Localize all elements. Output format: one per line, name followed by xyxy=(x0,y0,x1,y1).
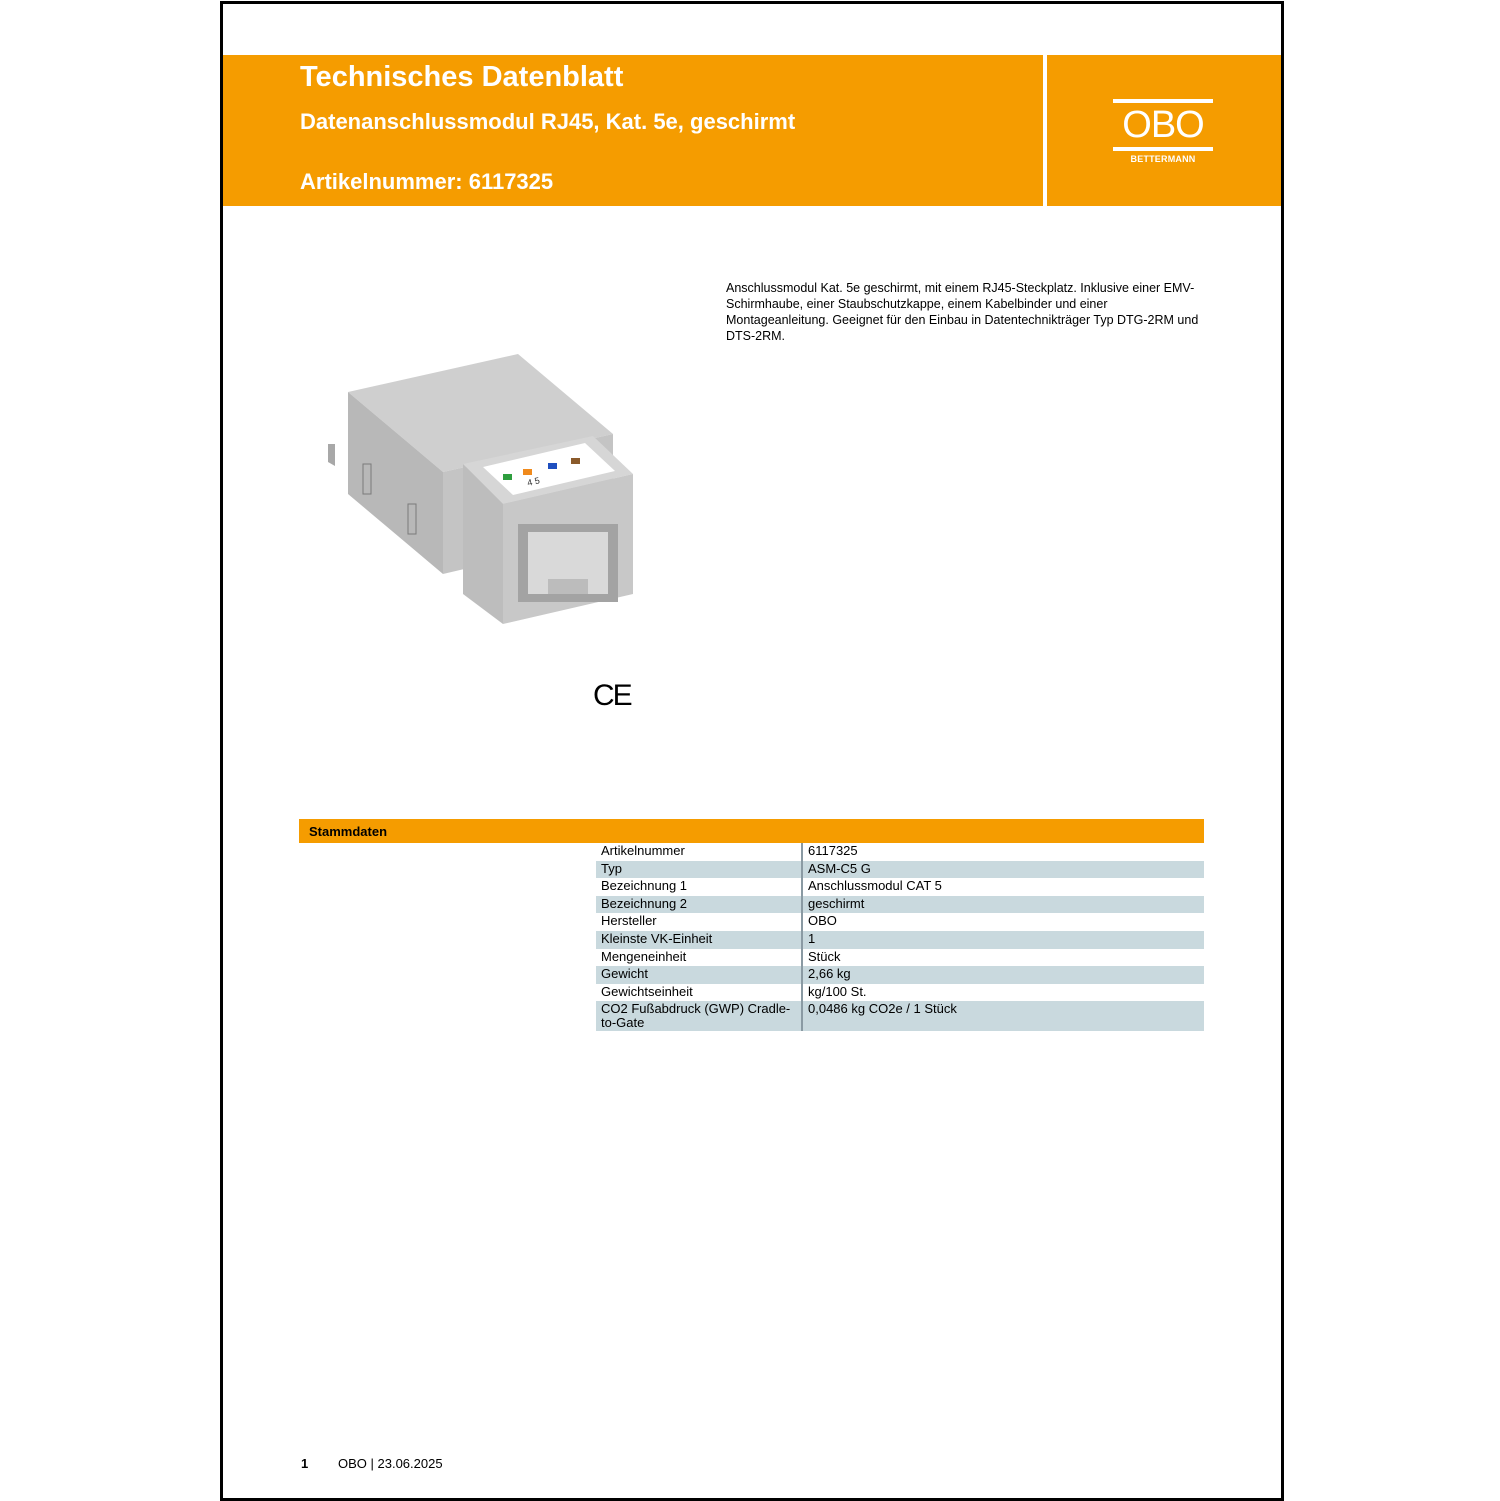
table-row xyxy=(596,878,1204,896)
row-value: 1 xyxy=(802,931,1204,949)
label-blue-mark xyxy=(548,463,557,469)
footer-text: OBO | 23.06.2025 xyxy=(338,1456,443,1471)
row-key: Artikelnummer xyxy=(596,843,802,861)
row-key: Typ xyxy=(596,861,802,879)
table-row xyxy=(596,931,1204,949)
table-row xyxy=(596,843,1204,861)
article-number-heading: Artikelnummer: 6117325 xyxy=(300,169,554,194)
table-row xyxy=(596,896,1204,914)
product-subtitle: Datenanschlussmodul RJ45, Kat. 5e, geschirmt xyxy=(300,109,796,134)
obo-logo xyxy=(1113,99,1213,169)
row-value: Anschlussmodul CAT 5 xyxy=(802,878,1204,896)
product-description: Anschlussmodul Kat. 5e geschirmt, mit einem RJ45-Steckplatz. Inklusive einer EMV-Schirmhaube, einer Staubschutzkappe, einem Kabelbinder und einer Montageanleitung. Geeignet für den Einbau in Datentechnikträger Typ DTG-2RM und DTS-2RM. xyxy=(726,281,1199,343)
row-value: kg/100 St. xyxy=(802,984,1204,1002)
stammdaten-table xyxy=(596,843,1204,1031)
rj45-port-notch xyxy=(548,579,588,594)
logo-subtext: BETTERMANN xyxy=(1130,154,1196,164)
label-orange-mark xyxy=(523,469,532,475)
table-row xyxy=(596,984,1204,1002)
row-value: Stück xyxy=(802,949,1204,967)
row-key: CO2 Fußabdruck (GWP) Cradle-to-Gate xyxy=(596,1001,802,1031)
header-divider xyxy=(1043,55,1047,206)
section-header-stammdaten xyxy=(299,819,1204,843)
row-value: ASM-C5 G xyxy=(802,861,1204,879)
row-key: Bezeichnung 1 xyxy=(596,878,802,896)
row-value: 2,66 kg xyxy=(802,966,1204,984)
row-key: Gewicht xyxy=(596,966,802,984)
row-value: 6117325 xyxy=(802,843,1204,861)
row-key: Bezeichnung 2 xyxy=(596,896,802,914)
label-brown-mark xyxy=(571,458,580,464)
section-title: Stammdaten xyxy=(309,824,388,839)
table-row xyxy=(596,949,1204,967)
table-row xyxy=(596,861,1204,879)
table-row xyxy=(596,1001,1204,1031)
rj45-module-image xyxy=(323,344,643,634)
header-banner xyxy=(223,55,1281,206)
row-value: 0,0486 kg CO2e / 1 Stück xyxy=(802,1001,1204,1031)
table-row xyxy=(596,913,1204,931)
module-side-clip xyxy=(328,444,335,466)
logo-bottom-bar xyxy=(1113,147,1213,151)
datasheet-page xyxy=(220,1,1284,1501)
ce-mark xyxy=(593,679,633,713)
row-value: geschirmt xyxy=(802,896,1204,914)
row-key: Gewichtseinheit xyxy=(596,984,802,1002)
row-value: OBO xyxy=(802,913,1204,931)
footer-page-number: 1 xyxy=(301,1456,309,1471)
label-pin-text: 4 5 xyxy=(526,475,541,488)
page-title: Technisches Datenblatt xyxy=(300,61,624,93)
label-green-mark xyxy=(503,474,512,480)
logo-word: OBO xyxy=(1122,104,1204,146)
row-key: Mengeneinheit xyxy=(596,949,802,967)
row-key: Hersteller xyxy=(596,913,802,931)
table-row xyxy=(596,966,1204,984)
ce-mark-text: CE xyxy=(593,679,631,712)
row-key: Kleinste VK-Einheit xyxy=(596,931,802,949)
